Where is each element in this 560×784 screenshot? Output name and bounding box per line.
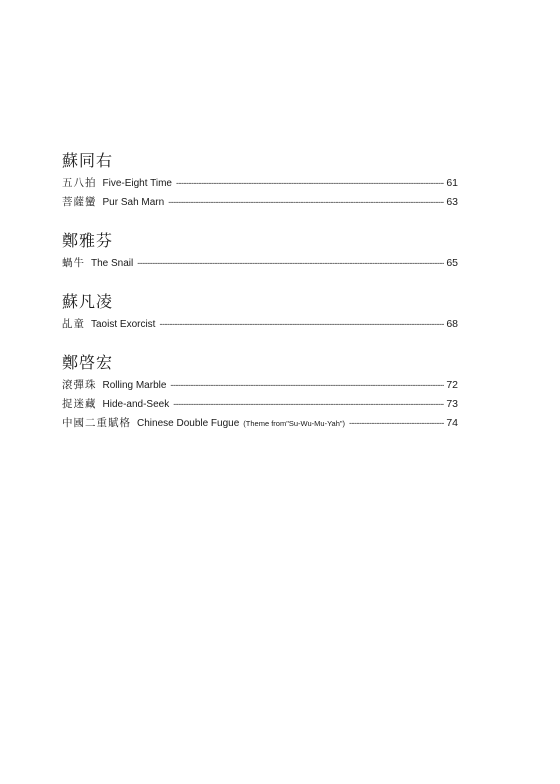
dot-leader <box>173 395 444 414</box>
entry-title-english: Five-Eight Time <box>102 178 172 189</box>
page-number: 68 <box>446 318 458 330</box>
entry-title-chinese: 乩童 <box>62 318 85 330</box>
toc-entry <box>62 315 458 334</box>
page-number: 73 <box>446 398 458 410</box>
table-of-contents <box>62 150 458 451</box>
toc-entry <box>62 376 458 395</box>
toc-section <box>62 352 458 433</box>
entry-title-english: Taoist Exorcist <box>91 319 156 330</box>
dot-leader <box>137 254 444 273</box>
dot-leader <box>176 174 444 193</box>
entry-title-chinese: 中國二重賦格 <box>62 417 131 429</box>
toc-section <box>62 150 458 212</box>
toc-section <box>62 291 458 334</box>
page-number: 61 <box>446 177 458 189</box>
composer-heading: 蘇凡凌 <box>62 292 114 311</box>
composer-heading: 鄭雅芬 <box>62 231 114 250</box>
page-number: 74 <box>446 417 458 429</box>
entry-title-chinese: 五八拍 <box>62 177 97 189</box>
entry-title-english: Chinese Double Fugue <box>137 418 240 429</box>
entry-title-chinese: 蝸牛 <box>62 257 85 269</box>
entry-title-chinese: 滾彈珠 <box>62 379 97 391</box>
toc-entry <box>62 193 458 212</box>
toc-entry <box>62 174 458 193</box>
entry-title-chinese: 菩薩蠻 <box>62 196 97 208</box>
dot-leader <box>170 376 444 395</box>
page-number: 72 <box>446 379 458 391</box>
page-number: 65 <box>446 257 458 269</box>
entry-subtitle-note: (Theme from"Su-Wu-Mu-Yah") <box>243 419 346 428</box>
page-number: 63 <box>446 196 458 208</box>
entry-title-chinese: 捉迷藏 <box>62 398 97 410</box>
toc-entry <box>62 414 458 433</box>
entry-title-english: The Snail <box>91 258 134 269</box>
dot-leader <box>349 414 444 433</box>
entry-title-english: Hide-and-Seek <box>102 399 170 410</box>
entry-title-english: Pur Sah Marn <box>102 197 165 208</box>
composer-heading: 鄭啓宏 <box>62 353 114 372</box>
dot-leader <box>159 315 444 334</box>
entry-title-english: Rolling Marble <box>102 380 167 391</box>
dot-leader <box>168 193 444 212</box>
toc-entry <box>62 395 458 414</box>
toc-section <box>62 230 458 273</box>
composer-heading: 蘇同右 <box>62 151 114 170</box>
toc-entry <box>62 254 458 273</box>
